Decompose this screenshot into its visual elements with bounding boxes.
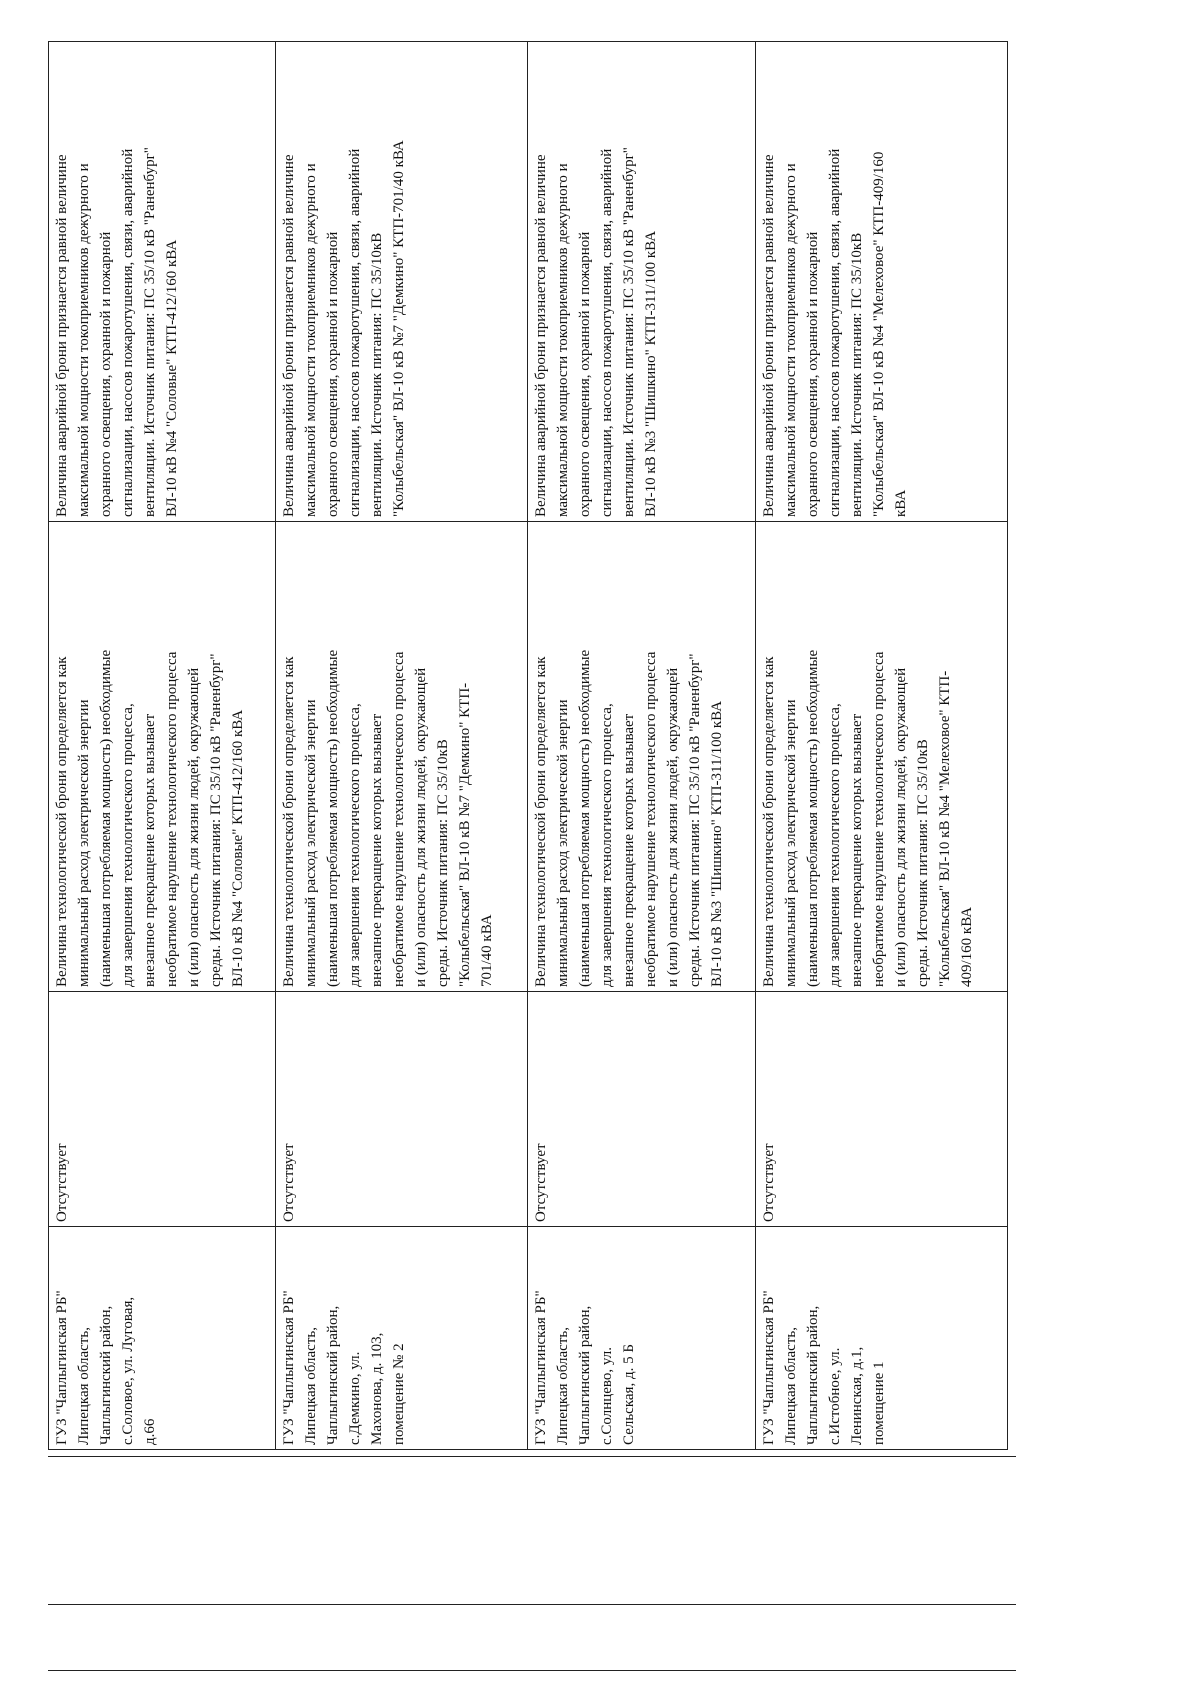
emergency-reserve-cell: Величина аварийной брони признается равной величине максимальной мощности токоприемников дежурного и охранного освещения, охранной и пожарной сигнализации, насосов пожаротушения, связи, аварийной вентиляции. Источник питания: ПС 35/10 кВ "Раненбург" ВЛ-10 кВ №3 "Шишкино" КТП-311/100 кВА (528, 42, 755, 522)
technological-reserve-cell: Величина технологической брони определяется как минимальный расход электрической энергии (наименьшая потребляемая мощность) необходимые для завершения технологического процесса, внезапное прекращение которых вызывает необратимое нарушение технологического процесса и (или) опасность для жизни людей, окружающей среды. Источник питания: ПС 35/10 кВ "Раненбург" ВЛ-10 кВ №4 "Соловые" КТП-412/160 кВА (49, 522, 276, 992)
status-cell: Отсутствует (49, 992, 276, 1227)
organization-cell: ГУЗ "Чаплыгинская РБ" Липецкая область, Чаплыгинский район, с.Демкино, ул. Махонова, д. 103, помещение № 2 (276, 1227, 528, 1450)
rotated-table-container (48, 42, 1008, 1450)
emergency-reserve-cell: Величина аварийной брони признается равной величине максимальной мощности токоприемников дежурного и охранного освещения, охранной и пожарной сигнализации, насосов пожаротушения, связи, аварийной вентиляции. Источник питания: ПС 35/10 кВ "Раненбург" ВЛ-10 кВ №4 "Соловые" КТП-412/160 кВА (49, 42, 276, 522)
organization-cell: ГУЗ "Чаплыгинская РБ" Липецкая область, Чаплыгинский район, с.Солнцево, ул. Сельская, д. 5 Б (528, 1227, 755, 1450)
technological-reserve-cell: Величина технологической брони определяется как минимальный расход электрической энергии (наименьшая потребляемая мощность) необходимые для завершения технологического процесса, внезапное прекращение которых вызывает необратимое нарушение технологического процесса и (или) опасность для жизни людей, окружающей среды. Источник питания: ПС 35/10кВ "Колыбельская" ВЛ-10 кВ №4 "Мелеховое" КТП- 409/160 кВА (755, 522, 1007, 992)
signature-line (48, 1604, 1016, 1605)
technological-reserve-cell: Величина технологической брони определяется как минимальный расход электрической энергии (наименьшая потребляемая мощность) необходимые для завершения технологического процесса, внезапное прекращение которых вызывает необратимое нарушение технологического процесса и (или) опасность для жизни людей, окружающей среды. Источник питания: ПС 35/10кВ "Колыбельская" ВЛ-10 кВ №7 "Демкино" КТП- 701/40 кВА (276, 522, 528, 992)
status-cell: Отсутствует (528, 992, 755, 1227)
technological-reserve-cell: Величина технологической брони определяется как минимальный расход электрической энергии (наименьшая потребляемая мощность) необходимые для завершения технологического процесса, внезапное прекращение которых вызывает необратимое нарушение технологического процесса и (или) опасность для жизни людей, окружающей среды. Источник питания: ПС 35/10 кВ "Раненбург" ВЛ-10 кВ №3 "Шишкино" КТП-311/100 кВА (528, 522, 755, 992)
table-row (755, 42, 1007, 1450)
signature-line (48, 1456, 1016, 1457)
emergency-reserve-cell: Величина аварийной брони признается равной величине максимальной мощности токоприемников дежурного и охранного освещения, охранной и пожарной сигнализации, насосов пожаротушения, связи, аварийной вентиляции. Источник питания: ПС 35/10кВ "Колыбельская" ВЛ-10 кВ №7 "Демкино" КТП-701/40 кВА (276, 42, 528, 522)
emergency-reserve-cell: Величина аварийной брони признается равной величине максимальной мощности токоприемников дежурного и охранного освещения, охранной и пожарной сигнализации, насосов пожаротушения, связи, аварийной вентиляции. Источник питания: ПС 35/10кВ "Колыбельская" ВЛ-10 кВ №4 "Мелеховое" КТП-409/160 кВА (755, 42, 1007, 522)
table-row (528, 42, 755, 1450)
status-cell: Отсутствует (755, 992, 1007, 1227)
power-reserve-table (48, 41, 1008, 1450)
table-row (276, 42, 528, 1450)
status-cell: Отсутствует (276, 992, 528, 1227)
organization-cell: ГУЗ "Чаплыгинская РБ" Липецкая область, Чаплыгинский район, с.Истобное, ул. Ленинская, д.1, помещение 1 (755, 1227, 1007, 1450)
table-row (49, 42, 276, 1450)
organization-cell: ГУЗ "Чаплыгинская РБ" Липецкая область, Чаплыгинский район, с.Соловое, ул. Луговая, д.66 (49, 1227, 276, 1450)
signature-line (48, 1670, 1016, 1671)
